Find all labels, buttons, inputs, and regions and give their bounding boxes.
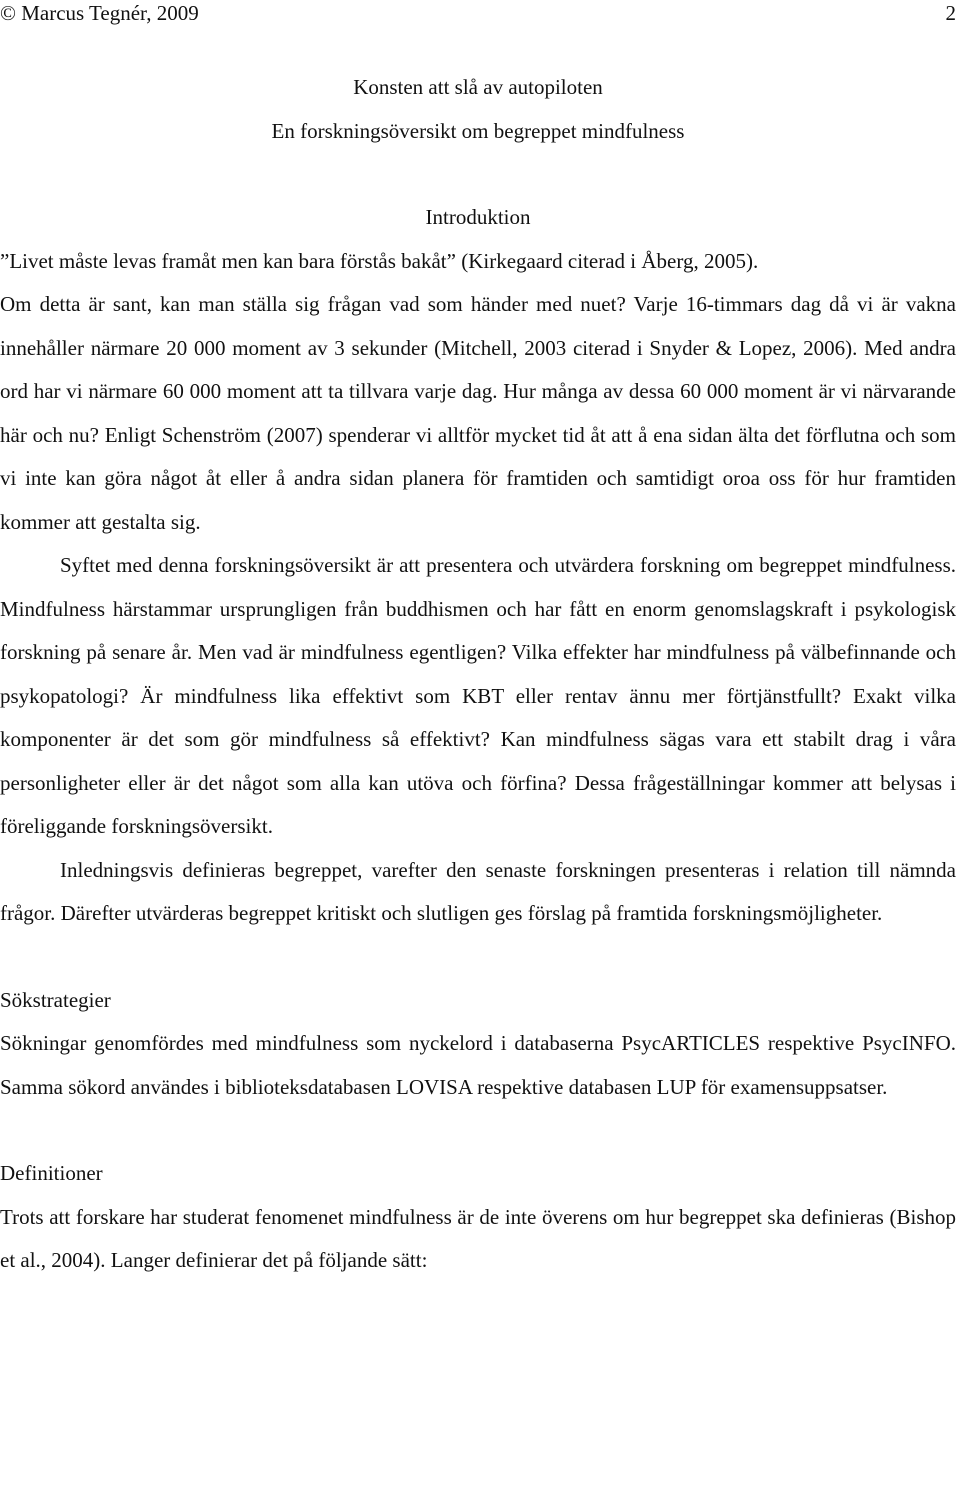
title-spacer (0, 153, 956, 196)
intro-paragraph-2: Syftet med denna forskningsöversikt är att presentera och utvärdera forskning om begreppet mindfulness. Mindfulness härstammar ursprungligen från buddhismen och har fått en enorm genomslagskraft i psykologisk forskning på senare år. Men vad är mindfulness egentligen? Vilka effekter har mindfulness på välbefinnande och psykopatologi? Är mindfulness lika effektivt som KBT eller rentav ännu mer förtjänstfullt? Exakt vilka komponenter är det som gör mindfulness så effektivt? Kan mindfulness sägas vara ett stabilt drag i våra personligheter eller är det något som alla kan utöva och förfina? Dessa frågeställningar kommer att belysas i föreliggande forskningsöversikt. (0, 553, 956, 838)
page-number: 2 (945, 1, 956, 25)
intro-paragraph-3: Inledningsvis definieras begreppet, varefter den senaste forskningen presenteras i relation till nämnda frågor. Därefter utvärderas begreppet kritiskt och slutligen ges förslag på framtida forskningsmöjligheter. (0, 857, 956, 925)
page-header (0, 0, 960, 26)
intro-paragraph-1: Om detta är sant, kan man ställa sig frågan vad som händer med nuet? Varje 16-timmars dag då vi är vakna innehåller närmare 20 000 moment av 3 sekunder (Mitchell, 2003 citerad i Snyder & Lopez, 2006). Med andra ord har vi närmare 60 000 moment att ta tillvara varje dag. Hur många av dessa 60 000 moment är vi närvarande här och nu? Enligt Schenström (2007) spenderar vi alltför mycket tid åt att å ena sidan älta det förflutna och som vi inte kan göra något åt eller å andra sidan planera för framtiden och samtidigt oroa oss för hur framtiden kommer att gestalta sig. (0, 292, 956, 534)
section-spacer (0, 936, 956, 979)
definitions-paragraph: Trots att forskare har studerat fenomenet mindfulness är de inte överens om hur begreppet ska definieras (Bishop et al., 2004). Langer definierar det på följande sätt: (0, 1204, 956, 1272)
section-heading-introduction: Introduktion (425, 205, 531, 229)
section-heading-search: Sökstrategier (0, 987, 111, 1012)
document-title: Konsten att slå av autopiloten (353, 75, 603, 99)
section-heading-definitions: Definitioner (0, 1161, 103, 1185)
intro-quote: ”Livet måste levas framåt men kan bara förstås bakåt” (Kirkegaard citerad i Åberg, 2005). (0, 248, 759, 273)
search-paragraph: Sökningar genomfördes med mindfulness som nyckelord i databaserna PsycARTICLES respektive PsycINFO. Samma sökord användes i biblioteksdatabasen LOVISA respektive databasen LUP för examensuppsatser. (0, 1031, 956, 1099)
copyright-notice: © Marcus Tegnér, 2009 (0, 1, 199, 25)
document-body (0, 66, 956, 1283)
section-spacer (0, 1109, 956, 1152)
document-subtitle: En forskningsöversikt om begreppet mindfulness (271, 118, 685, 143)
